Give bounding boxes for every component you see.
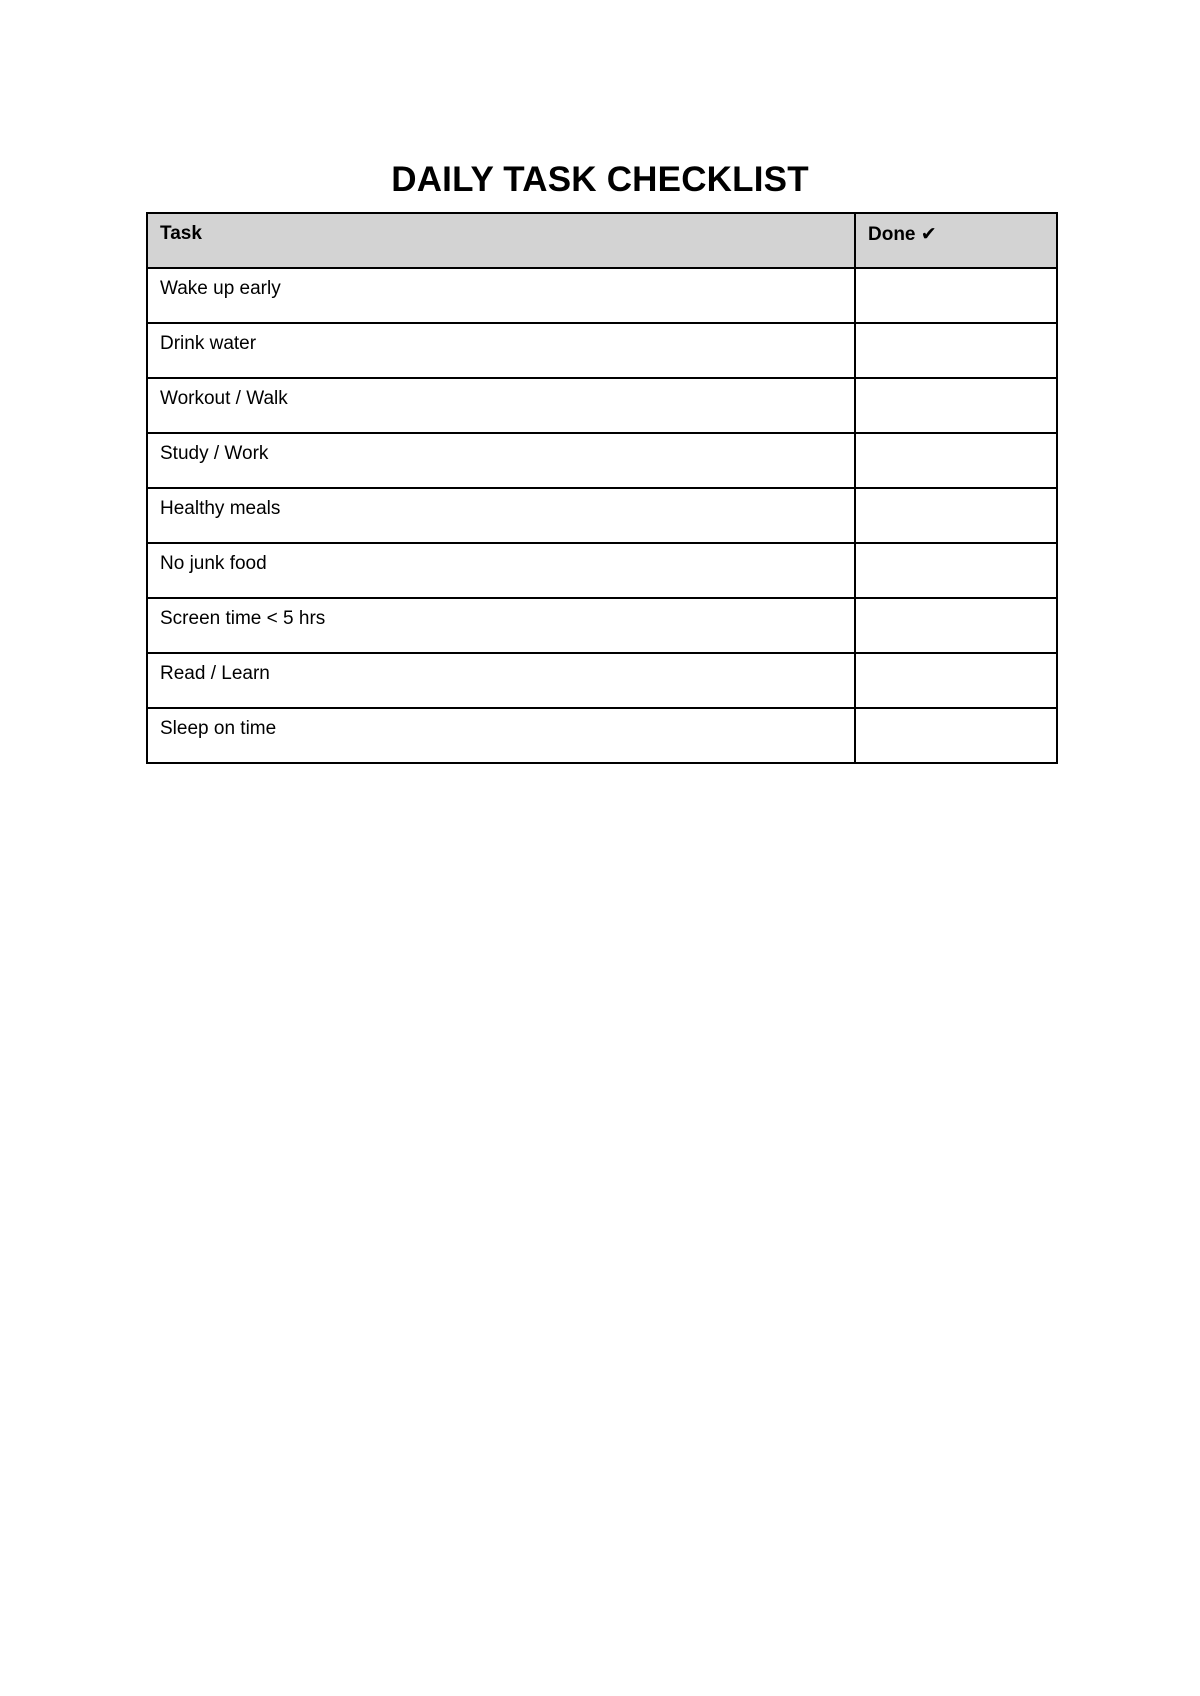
done-cell[interactable]: [855, 653, 1057, 708]
table-row: [147, 323, 1057, 378]
done-cell[interactable]: [855, 378, 1057, 433]
done-cell[interactable]: [855, 598, 1057, 653]
task-cell: Drink water: [147, 323, 855, 378]
table-row: [147, 268, 1057, 323]
done-cell[interactable]: [855, 268, 1057, 323]
task-cell: Study / Work: [147, 433, 855, 488]
done-cell[interactable]: [855, 323, 1057, 378]
table-row: [147, 653, 1057, 708]
done-cell[interactable]: [855, 488, 1057, 543]
table-header-row: [147, 213, 1057, 268]
task-cell: Wake up early: [147, 268, 855, 323]
table-row: [147, 708, 1057, 763]
done-cell[interactable]: [855, 433, 1057, 488]
task-cell: Healthy meals: [147, 488, 855, 543]
done-cell[interactable]: [855, 708, 1057, 763]
page-title: DAILY TASK CHECKLIST: [391, 160, 809, 199]
task-cell: Read / Learn: [147, 653, 855, 708]
task-cell: Sleep on time: [147, 708, 855, 763]
checklist-table: [146, 212, 1058, 764]
table-row: [147, 543, 1057, 598]
task-cell: Workout / Walk: [147, 378, 855, 433]
table-row: [147, 488, 1057, 543]
column-header-done: Done ✔: [855, 213, 1057, 268]
task-cell: Screen time < 5 hrs: [147, 598, 855, 653]
table-row: [147, 598, 1057, 653]
table-row: [147, 378, 1057, 433]
done-cell[interactable]: [855, 543, 1057, 598]
task-cell: No junk food: [147, 543, 855, 598]
table-row: [147, 433, 1057, 488]
column-header-task: Task: [147, 213, 855, 268]
